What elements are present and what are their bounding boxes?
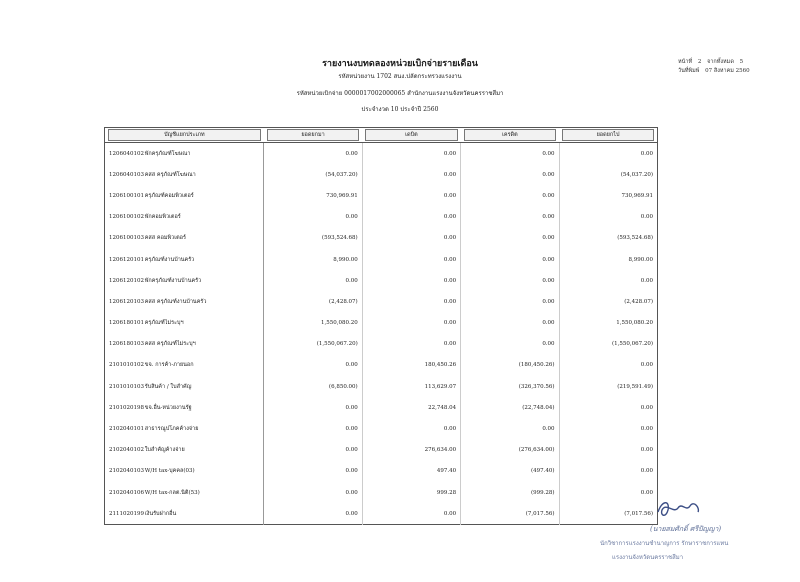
credit-cell: (7,017.56) (461, 503, 559, 525)
account-cell (105, 355, 264, 376)
account-name: ครุภัณฑ์งานบ้านครัว (144, 256, 195, 263)
account-name: ใบสำคัญค้างจ่าย (144, 447, 185, 454)
brought-forward-cell: (1,550,067.20) (264, 334, 362, 355)
account-code: 1206180101 (109, 320, 144, 327)
debit-cell: 0.00 (362, 185, 460, 206)
account-cell (105, 418, 264, 439)
account-code: 2101010102 (109, 362, 144, 369)
brought-forward-cell: 0.00 (264, 207, 362, 228)
account-code: 2102040106 (109, 489, 144, 496)
debit-cell: 0.00 (362, 503, 460, 525)
print-date: 07 สิงหาคม 2560 (705, 68, 750, 74)
brought-forward-cell: (593,524.68) (264, 228, 362, 249)
signature-position: นักวิชาการแรงงานชำนาญการ รักษาราชการแทน (600, 540, 729, 547)
brought-forward-cell: 0.00 (264, 503, 362, 525)
credit-cell: 0.00 (461, 270, 559, 291)
page-info (678, 58, 754, 76)
debit-cell: 999.28 (362, 482, 460, 503)
table-row (105, 185, 658, 206)
account-cell (105, 207, 264, 228)
brought-forward-cell: 1,550,080.20 (264, 313, 362, 334)
account-cell (105, 291, 264, 312)
brought-forward-cell: 0.00 (264, 418, 362, 439)
carried-forward-cell: 0.00 (640, 468, 653, 475)
account-name: พักคอมพิวเตอร์ (144, 214, 181, 221)
department-line: รหัสหน่วยงาน 1702 สนง.ปลัดกระทรวงแรงงาน (338, 73, 462, 80)
credit-cell: 0.00 (461, 164, 559, 185)
table-row (105, 164, 658, 185)
table-row (105, 397, 658, 418)
signature-name: (นายสมศักดิ์ ศรีปัญญา) (650, 525, 722, 533)
table-row (105, 207, 658, 228)
carried-forward-cell: 0.00 (640, 447, 653, 454)
debit-cell: 0.00 (362, 334, 460, 355)
brought-forward-cell: 0.00 (264, 482, 362, 503)
account-code: 2102040102 (109, 447, 144, 454)
table-body (105, 143, 658, 525)
credit-cell: (999.28) (461, 482, 559, 503)
carried-forward-cell: 0.00 (640, 150, 653, 157)
table-row (105, 503, 658, 525)
credit-cell: 0.00 (461, 228, 559, 249)
carried-forward-cell: 0.00 (640, 426, 653, 433)
account-cell (105, 397, 264, 418)
table-row (105, 355, 658, 376)
carried-forward-cell: 0.00 (640, 489, 653, 496)
brought-forward-cell: 8,990.00 (264, 249, 362, 270)
brought-forward-cell: 0.00 (264, 397, 362, 418)
account-code: 2102040101 (109, 426, 144, 433)
account-cell (105, 440, 264, 461)
account-cell (105, 461, 264, 482)
account-code: 1206120103 (109, 298, 144, 305)
credit-cell: 0.00 (461, 249, 559, 270)
account-code: 1206100102 (109, 214, 144, 221)
col-brought-forward: ยอดยกมา (264, 128, 362, 143)
brought-forward-cell: 0.00 (264, 143, 362, 165)
table-row (105, 228, 658, 249)
table-row (105, 291, 658, 312)
account-name: W/H tax-บุคคล(03) (144, 468, 195, 475)
debit-cell: 0.00 (362, 270, 460, 291)
account-cell (105, 270, 264, 291)
debit-cell: 0.00 (362, 143, 460, 165)
debit-cell: 22,748.04 (362, 397, 460, 418)
report-title: รายงานงบทดลองหน่วยเบิกจ่ายรายเดือน (322, 59, 478, 69)
account-name: คสส ครุภัณฑ์ไม่ระบุฯ (144, 341, 196, 348)
account-cell (105, 143, 264, 165)
account-name: คสส คอมพิวเตอร์ (144, 235, 186, 242)
table-row (105, 270, 658, 291)
account-cell (105, 249, 264, 270)
account-code: 2101020198 (109, 404, 144, 411)
brought-forward-cell: (6,850.00) (264, 376, 362, 397)
table-row (105, 440, 658, 461)
carried-forward-cell: 0.00 (640, 277, 653, 284)
credit-cell: (180,450.26) (461, 355, 559, 376)
trial-balance-table (104, 127, 658, 525)
account-cell (105, 228, 264, 249)
account-cell (105, 313, 264, 334)
unit-line: รหัสหน่วยเบิกจ่าย 0000017002000065 สำนักงานแรงงานจังหวัดนครราชสีมา (296, 90, 504, 97)
page-label: หน้าที่ (678, 59, 693, 65)
account-code: 1206180103 (109, 341, 144, 348)
col-credit: เครดิต (461, 128, 559, 143)
account-cell (105, 164, 264, 185)
brought-forward-cell: 0.00 (264, 355, 362, 376)
credit-cell: 0.00 (461, 334, 559, 355)
debit-cell: 0.00 (362, 228, 460, 249)
brought-forward-cell: 0.00 (264, 440, 362, 461)
debit-cell: 0.00 (362, 291, 460, 312)
table-header-row (105, 128, 658, 143)
debit-cell: 497.40 (362, 461, 460, 482)
account-cell (105, 334, 264, 355)
page-number: 2 (697, 59, 702, 65)
account-name: ครุภัณฑ์ไม่ระบุฯ (144, 320, 184, 327)
account-code: 2111020199 (109, 510, 144, 517)
carried-forward-cell: 0.00 (640, 404, 653, 411)
account-code: 1206100103 (109, 235, 144, 242)
account-name: สาธารณูปโภคค้างจ่าย (144, 426, 199, 433)
brought-forward-cell: 0.00 (264, 270, 362, 291)
account-code: 1206040103 (109, 171, 144, 178)
debit-cell: 113,629.07 (362, 376, 460, 397)
account-name: รับสินค้า / ใบสำคัญ (144, 383, 192, 390)
period-line: ประจำงวด 10 ประจำปี 2560 (361, 106, 439, 113)
carried-forward-cell: (2,428.07) (624, 298, 653, 305)
account-code: 1206100101 (109, 192, 144, 199)
col-carried-forward: ยอดยกไป (559, 128, 657, 143)
carried-forward-cell: 0.00 (640, 214, 653, 221)
account-name: ขจ. การค้า-ภายนอก (144, 362, 194, 369)
col-account: บัญชีแยกประเภท (105, 128, 264, 143)
total-label: จากทั้งหมด (707, 59, 734, 65)
account-name: ครุภัณฑ์คอมพิวเตอร์ (144, 192, 194, 199)
carried-forward-cell: (7,017.56) (624, 510, 653, 517)
brought-forward-cell: 730,969.91 (264, 185, 362, 206)
account-code: 1206040102 (109, 150, 144, 157)
table-row (105, 482, 658, 503)
credit-cell: 0.00 (461, 291, 559, 312)
brought-forward-cell: (2,428.07) (264, 291, 362, 312)
debit-cell: 0.00 (362, 249, 460, 270)
account-cell (105, 185, 264, 206)
account-cell (105, 376, 264, 397)
debit-cell: 276,634.00 (362, 440, 460, 461)
table-row (105, 249, 658, 270)
table-row (105, 418, 658, 439)
carried-forward-cell: (54,037.20) (620, 171, 653, 178)
debit-cell: 0.00 (362, 313, 460, 334)
credit-cell: (326,370.56) (461, 376, 559, 397)
account-code: 1206120101 (109, 256, 144, 263)
account-cell (105, 503, 264, 525)
credit-cell: (22,748.04) (461, 397, 559, 418)
carried-forward-cell: 8,990.00 (628, 256, 653, 263)
carried-forward-cell: (593,524.68) (617, 235, 653, 242)
account-code: 2102040103 (109, 468, 144, 475)
credit-cell: (497.40) (461, 461, 559, 482)
carried-forward-cell: (1,550,067.20) (611, 341, 653, 348)
debit-cell: 0.00 (362, 207, 460, 228)
account-cell (105, 482, 264, 503)
account-code: 2101010103 (109, 383, 144, 390)
debit-cell: 180,450.26 (362, 355, 460, 376)
debit-cell: 0.00 (362, 164, 460, 185)
table-row (105, 143, 658, 165)
account-name: ขจ.อื่น-หน่วยงานรัฐ (144, 404, 192, 411)
table-row (105, 461, 658, 482)
account-name: เงินรับฝากอื่น (144, 510, 177, 517)
brought-forward-cell: 0.00 (264, 461, 362, 482)
table-row (105, 334, 658, 355)
credit-cell: 0.00 (461, 313, 559, 334)
signature-office: แรงงานจังหวัดนครราชสีมา (612, 554, 684, 561)
table-row (105, 376, 658, 397)
col-debit: เดบิต (362, 128, 460, 143)
account-name: คสส ครุภัณฑ์งานบ้านครัว (144, 298, 207, 305)
account-name: คสส ครุภัณฑ์โฆษณา (144, 171, 196, 178)
account-name: W/H tax-กลต.นิติ(53) (144, 489, 200, 496)
print-date-label: วันที่พิมพ์ (678, 68, 700, 74)
credit-cell: 0.00 (461, 185, 559, 206)
debit-cell: 0.00 (362, 418, 460, 439)
credit-cell: 0.00 (461, 207, 559, 228)
brought-forward-cell: (54,037.20) (264, 164, 362, 185)
total-pages: 5 (739, 59, 744, 65)
account-name: พักครุภัณฑ์งานบ้านครัว (144, 277, 202, 284)
carried-forward-cell: 730,969.91 (621, 192, 653, 199)
credit-cell: 0.00 (461, 418, 559, 439)
credit-cell: (276,634.00) (461, 440, 559, 461)
table-row (105, 313, 658, 334)
carried-forward-cell: (219,591.49) (617, 383, 653, 390)
signature-mark (652, 494, 712, 522)
account-code: 1206120102 (109, 277, 144, 284)
carried-forward-cell: 0.00 (640, 362, 653, 369)
carried-forward-cell: 1,550,080.20 (616, 320, 653, 327)
account-name: พักครุภัณฑ์โฆษณา (144, 150, 191, 157)
credit-cell: 0.00 (461, 143, 559, 165)
